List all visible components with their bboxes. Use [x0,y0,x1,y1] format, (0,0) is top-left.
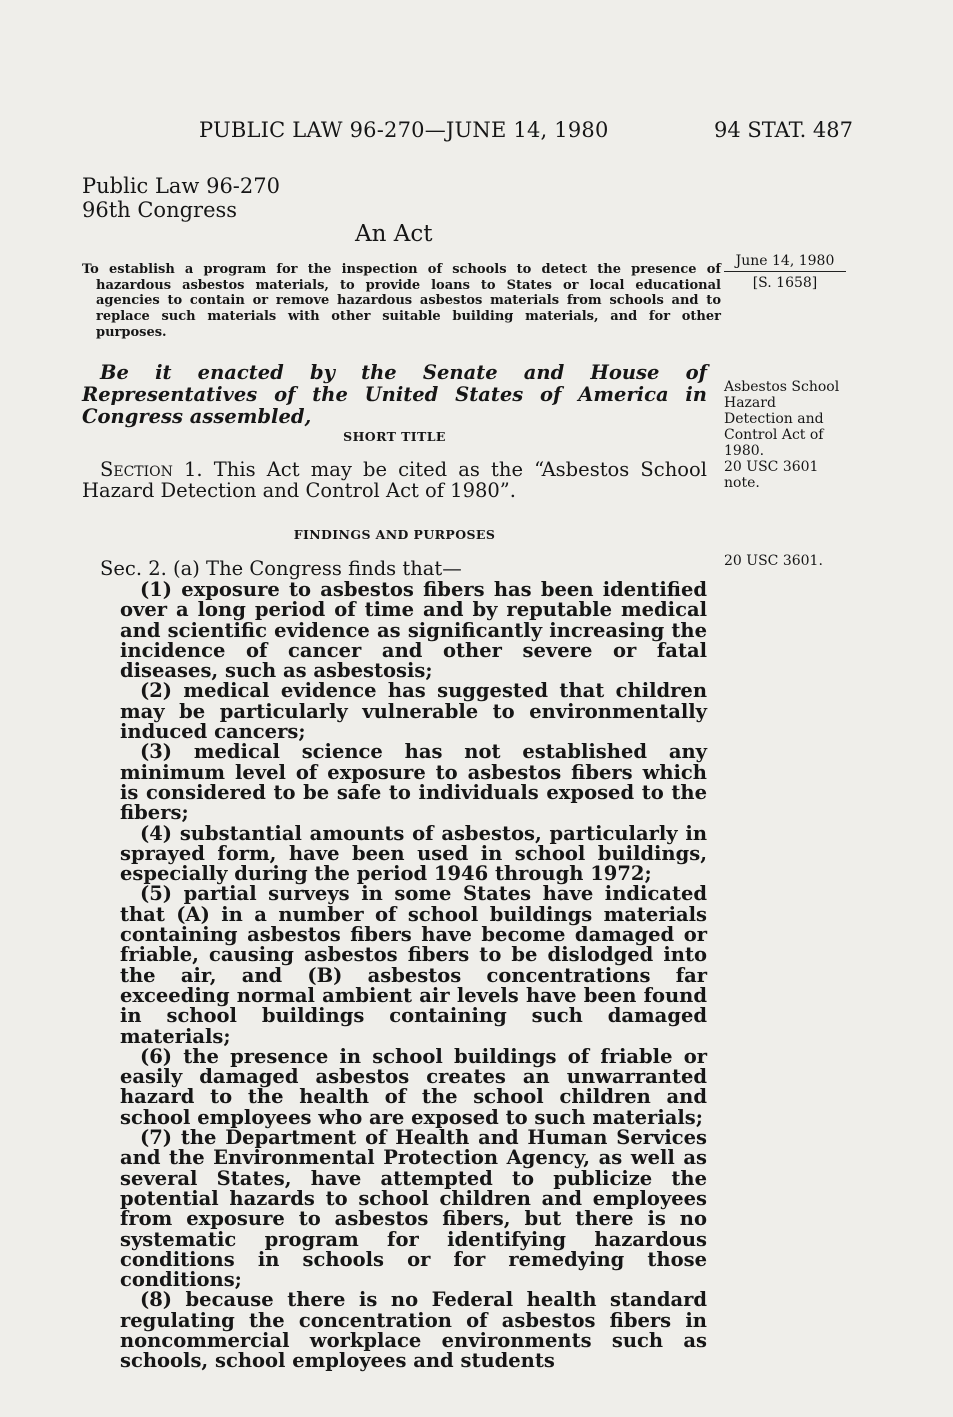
findings-list [120,580,707,1372]
stat-reference: 94 STAT. 487 [714,118,854,142]
section-1-label: Section 1. [100,458,203,481]
short-title-margin-note [724,379,844,491]
act-title: An Act [355,221,433,247]
findings-heading: FINDINGS AND PURPOSES [293,527,496,542]
findings-usc-note: 20 USC 3601. [724,553,823,569]
finding-item: (6) the presence in school buildings of friable or easily damaged asbestos creates an unwarranted hazard to the health of the school children and school employees who are exposed to such materials; [120,1044,707,1129]
running-head: PUBLIC LAW 96-270—JUNE 14, 1980 [199,118,609,142]
finding-item: (3) medical science has not established any minimum level of exposure to asbestos fibers which is considered to be safe to individuals exposed to the fibers; [120,740,707,825]
short-title-note-text: Asbestos School Hazard Detection and Control Act of 1980. [724,379,840,459]
date-margin-note [724,253,846,291]
finding-item: (8) because there is no Federal health standard regulating the concentration of asbestos fibers in noncommercial workplace environments such as schools, school employees and students [120,1288,707,1373]
enactment-date: June 14, 1980 [735,253,835,269]
law-identifier [82,174,280,222]
finding-item: (5) partial surveys in some States have indicated that (A) in a number of school buildings materials containing asbestos fibers have become damaged or friable, causing asbestos fibers to be dislodged into the air, and (B) asbestos concentrations far exceeding normal ambient air levels have been found in school buildings containing such damaged materials; [120,882,707,1048]
public-law-number: Public Law 96-270 [82,174,280,198]
divider [724,271,846,272]
finding-item: (1) exposure to asbestos fibers has been identified over a long period of time and by reputable medical and scientific evidence as significantly increasing the incidence of cancer and other severe or fatal diseases, such as asbestosis; [120,578,707,683]
short-title-usc: 20 USC 3601 note. [724,459,819,491]
short-title-heading: SHORT TITLE [343,429,446,444]
section-1-text: This Act may be cited as the “Asbestos School Hazard Detection and Control Act of 1980”. [82,458,707,502]
congress-number: 96th Congress [82,198,238,222]
enacting-clause: Be it enacted by the Senate and House of Representatives of the United States of America in Congress assembled, [82,361,707,428]
finding-item: (4) substantial amounts of asbestos, particularly in sprayed form, have been used in school buildings, especially during the period 1946 through 1972; [120,821,707,886]
bill-number: [S. 1658] [752,275,818,291]
act-purpose: To establish a program for the inspection of schools to detect the presence of hazardous asbestos materials, to provide loans to States or local educational agencies to contain or remove hazardous asbestos materials from schools and to replace such materials with other suitable building materials, and for other purposes. [82,262,721,340]
finding-item: (7) the Department of Health and Human Services and the Environmental Protection Agency, as well as several States, have attempted to publicize the potential hazards to school children and employees from exposure to asbestos fibers, but there is no systematic program for identifying hazardous conditions in schools or for remedying those conditions; [120,1126,707,1292]
page-header [0,118,953,148]
section-2-intro: Sec. 2. (a) The Congress finds that— [100,557,462,580]
section-1 [82,459,707,501]
finding-item: (2) medical evidence has suggested that children may be particularly vulnerable to environmentally induced cancers; [120,679,707,744]
